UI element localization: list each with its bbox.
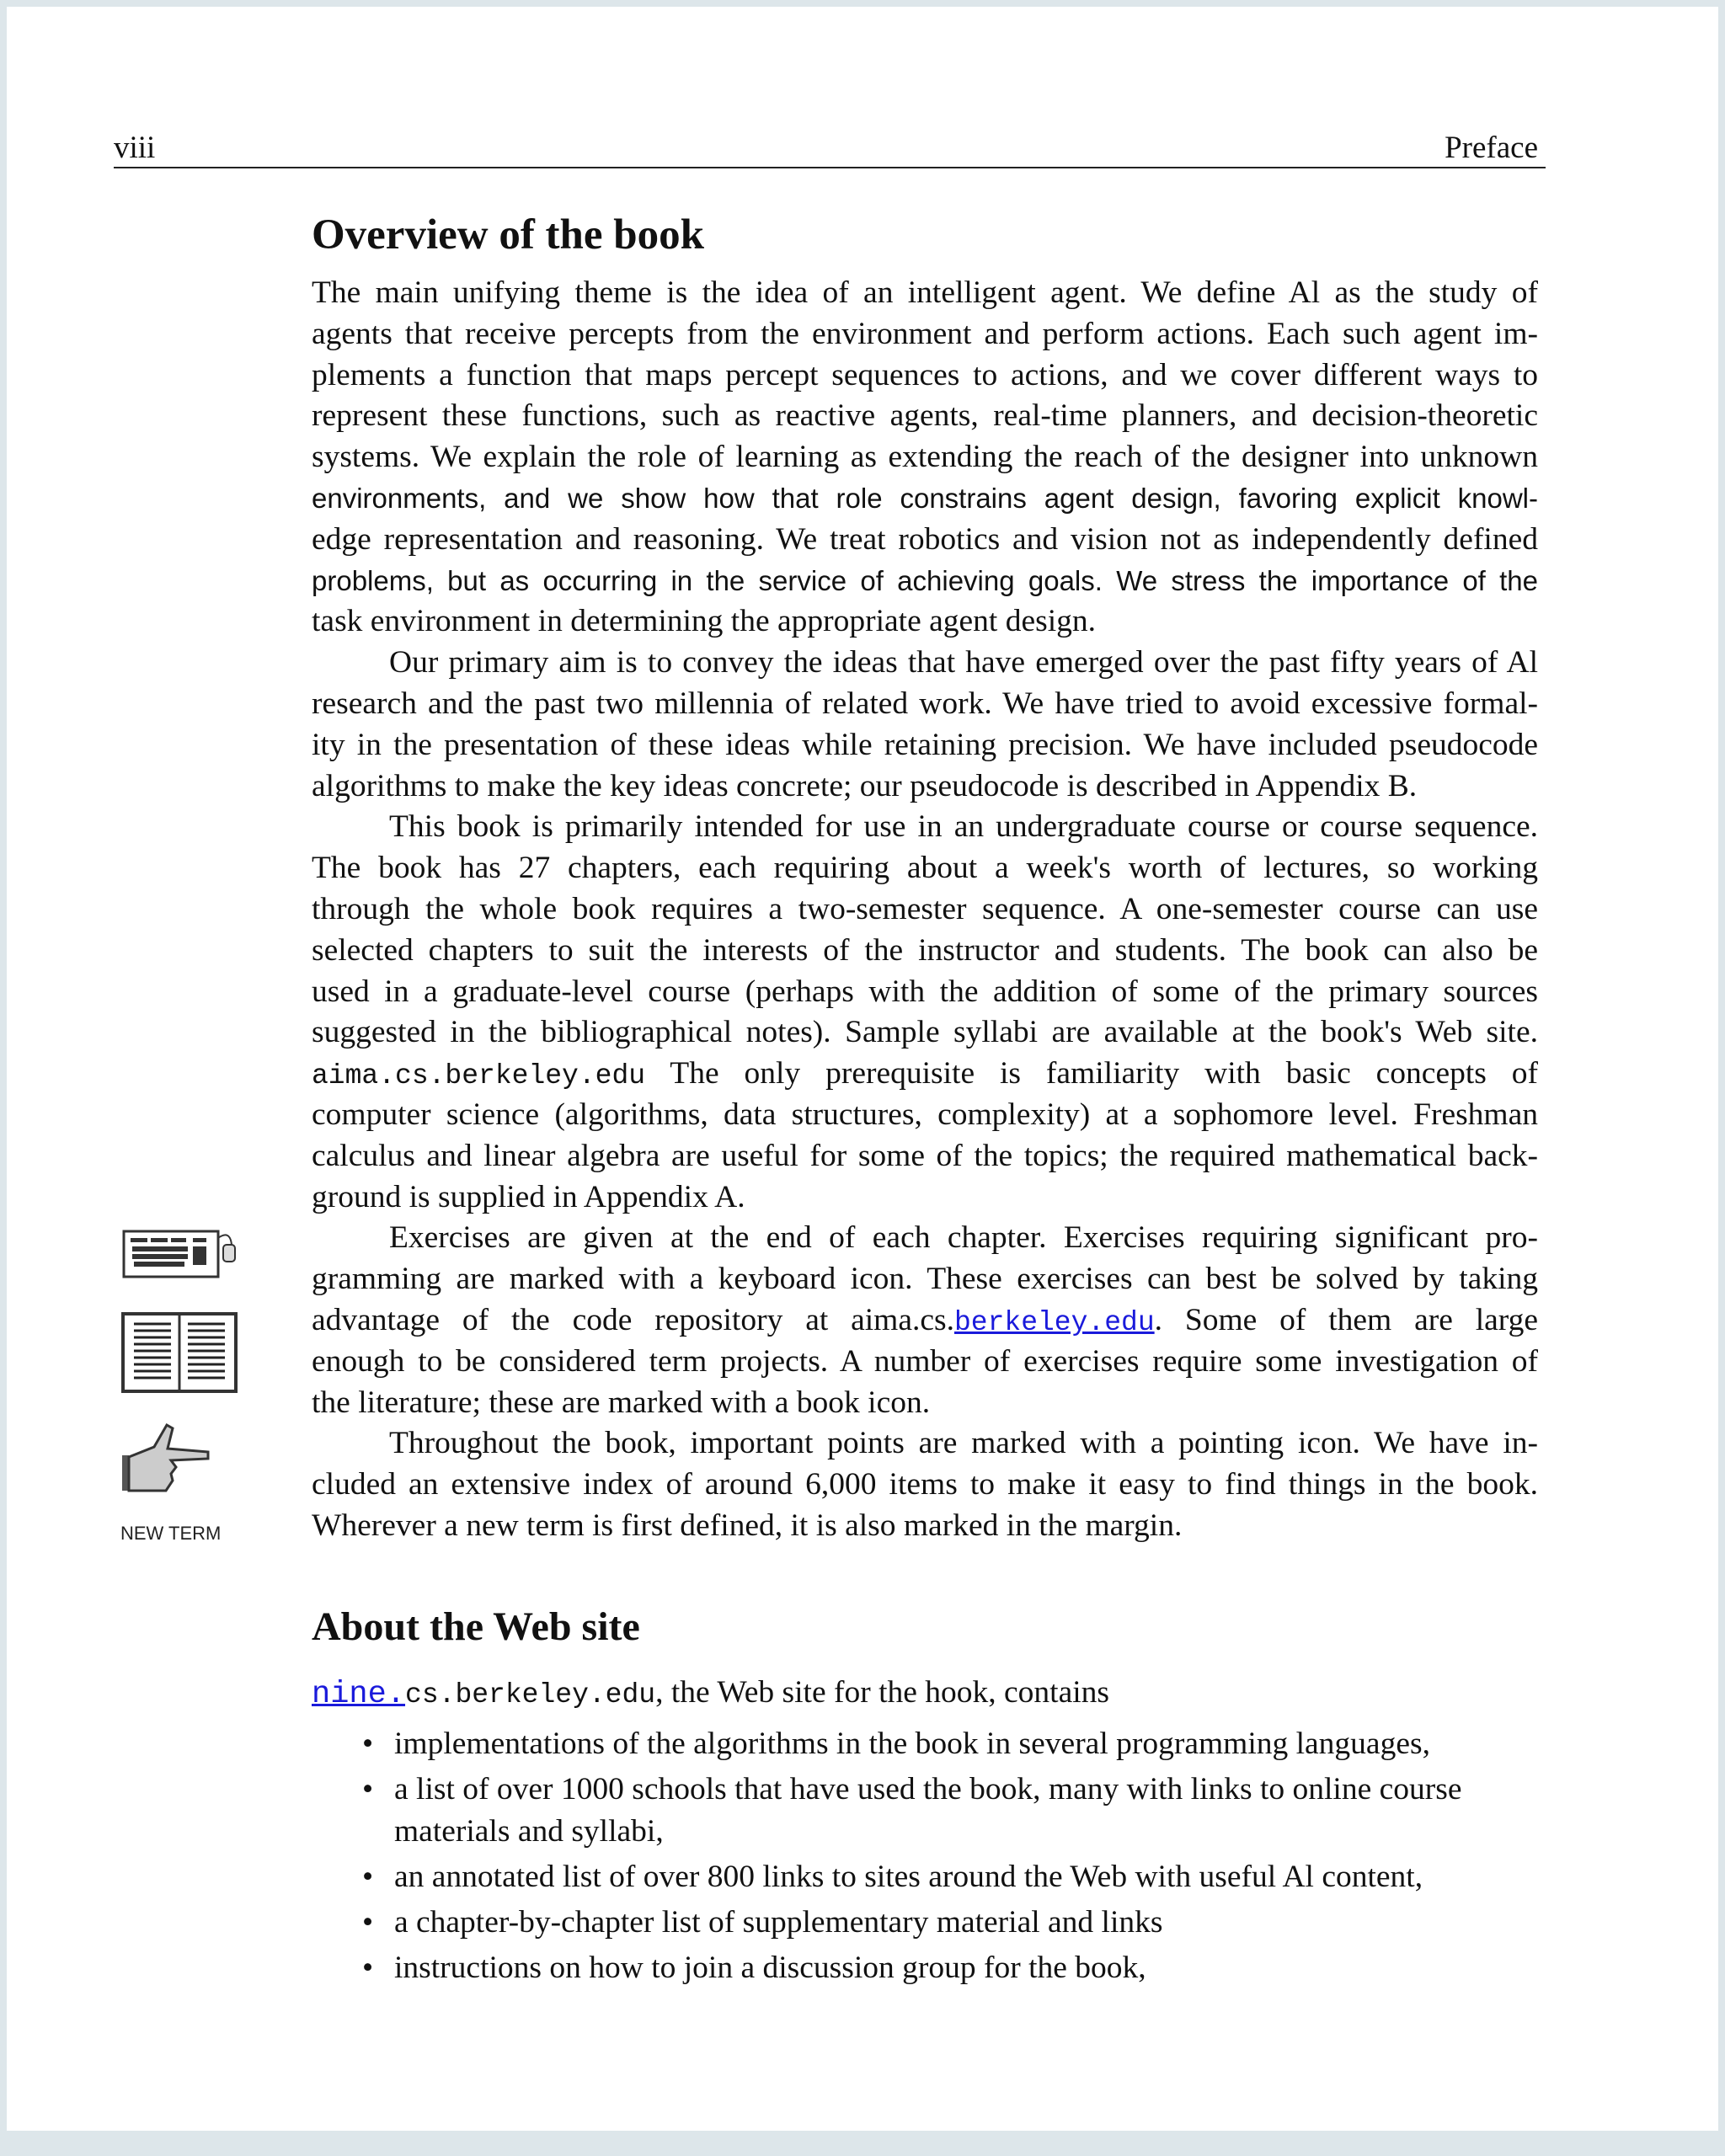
website-bullet-list [312, 1723, 1538, 1993]
text-line [312, 972, 1538, 1013]
text-line [312, 1054, 1538, 1095]
website-link[interactable]: nine. [312, 1677, 406, 1712]
line-text: calculus and linear algebra are useful for some of the topics; the required mathematical back- [312, 1138, 1538, 1173]
text-line [312, 1506, 1538, 1547]
line-text: the literature; these are marked with a book icon. [312, 1385, 931, 1420]
text-line [312, 1465, 1538, 1506]
line-text: represent these functions, such as reactive agents, real-time planners, and decision-theoretic [312, 398, 1538, 434]
inline-url[interactable]: aima.cs.berkeley.edu [312, 1060, 646, 1092]
text-line [312, 437, 1538, 478]
line-text: research and the past two millennia of related work. We have tried to avoid excessive formal- [312, 686, 1538, 721]
line-text: algorithms to make the key ideas concrete; our pseudocode is described in Appendix B. [312, 768, 1418, 803]
line-text: problems, but as occurring in the service of achieving goals. We stress the importance of the [312, 564, 1538, 596]
page-number: viii [114, 131, 156, 165]
line-text: systems. We explain the role of learning as extending the reach of the designer into unknown [312, 440, 1538, 475]
line-text: . Some of them are large [1154, 1302, 1538, 1337]
line-text: The book has 27 chapters, each requiring about a week's worth of lectures, so working [312, 851, 1538, 886]
bullet: • [362, 1905, 374, 1940]
list-item-text: implementations of the algorithms in the book in several programming languages, [394, 1726, 1430, 1761]
list-item [312, 1902, 1538, 1944]
text-line [312, 1300, 1538, 1342]
line-text: selected chapters to suit the interests of the instructor and students. The book can also be [312, 932, 1538, 968]
text-line [312, 1218, 1538, 1259]
text-line [312, 396, 1538, 437]
repository-link[interactable]: berkeley.edu [953, 1306, 1155, 1338]
bullet: • [362, 1772, 374, 1806]
line-text: ity in the presentation of these ideas while retaining precision. We have included pseudocode [312, 727, 1538, 762]
list-item [312, 1947, 1538, 1989]
website-intro-text: , the Web site for the hook, contains [655, 1675, 1109, 1710]
line-text: enough to be considered term projects. A number of exercises require some investigation of [312, 1343, 1538, 1379]
line-text: Our primary aim is to convey the ideas that have emerged over the past fifty years of Al [389, 645, 1538, 680]
line-text: plements a function that maps percept sequences to actions, and we cover different ways to [312, 357, 1538, 392]
text-line [312, 766, 1538, 808]
line-text: The main unifying theme is the idea of an intelligent agent. We define Al as the study of [312, 275, 1538, 310]
overview-body [312, 273, 1538, 1547]
text-line [312, 931, 1538, 972]
keyboard-icon [120, 1226, 238, 1282]
list-item-text: an annotated list of over 800 links to sites around the Web with useful Al content, [394, 1860, 1423, 1894]
list-item-text: a chapter-by-chapter list of supplementary material and links [394, 1905, 1163, 1940]
text-line [312, 848, 1538, 889]
line-text: suggested in the bibliographical notes). Sample syllabi are available at the book's Web site. [312, 1015, 1538, 1050]
text-line [312, 478, 1538, 520]
line-text: The only prerequisite is familiarity with basic concepts of [645, 1056, 1538, 1091]
section-title-website: About the Web site [312, 1604, 640, 1649]
text-line [312, 601, 1538, 643]
running-header: Preface [1445, 131, 1538, 165]
text-line [312, 314, 1538, 355]
text-line [312, 889, 1538, 931]
list-item-text: a list of over 1000 schools that have used the book, many with links to online course materials and syllabi, [394, 1772, 1462, 1849]
list-item [312, 1723, 1538, 1765]
text-line [312, 807, 1538, 848]
line-text: through the whole book requires a two-semester sequence. A one-semester course can use [312, 891, 1538, 926]
text-line [312, 1259, 1538, 1300]
line-text: Wherever a new term is first defined, it is also marked in the margin. [312, 1508, 1183, 1543]
text-line [312, 1177, 1538, 1219]
text-line [312, 1383, 1538, 1424]
bullet: • [362, 1860, 374, 1894]
line-text: ground is supplied in Appendix A. [312, 1179, 745, 1214]
text-line [312, 520, 1538, 561]
text-line [312, 1012, 1538, 1054]
new-term-marker: NEW TERM [120, 1523, 222, 1544]
text-line [312, 725, 1538, 766]
line-text: task environment in determining the appropriate agent design. [312, 604, 1096, 639]
line-text: computer science (algorithms, data structures, complexity) at a sophomore level. Freshman [312, 1097, 1538, 1132]
line-text: gramming are marked with a keyboard icon. These exercises can best be solved by taking [312, 1262, 1538, 1297]
website-url: cs.berkeley.edu [405, 1679, 656, 1710]
bullet: • [362, 1726, 374, 1761]
list-item-text: instructions on how to join a discussion group for the book, [394, 1951, 1146, 1985]
line-text: advantage of the code repository at aima.cs. [312, 1302, 954, 1337]
text-line [312, 1342, 1538, 1383]
page [7, 7, 1718, 2131]
line-text: Exercises are given at the end of each chapter. Exercises requiring significant pro- [389, 1220, 1538, 1256]
line-text: Throughout the book, important points are marked with a pointing icon. We have in- [389, 1426, 1538, 1461]
text-line [312, 1095, 1538, 1136]
line-text: cluded an extensive index of around 6,000 items to make it easy to find things in the book. [312, 1467, 1538, 1502]
text-line [312, 684, 1538, 725]
line-text: edge representation and reasoning. We treat robotics and vision not as independently defined [312, 521, 1538, 557]
line-text: This book is primarily intended for use in an undergraduate course or course sequence. [389, 809, 1538, 845]
text-line [312, 561, 1538, 602]
line-text: used in a graduate-level course (perhaps with the addition of some of the primary sources [312, 974, 1538, 1009]
text-line [312, 355, 1538, 397]
line-text: environments, and we show how that role constrains agent design, favoring explicit knowl- [312, 482, 1538, 514]
list-item [312, 1769, 1538, 1853]
section-title-overview: Overview of the book [312, 211, 705, 259]
website-intro [312, 1673, 1538, 1714]
text-line [312, 1423, 1538, 1465]
text-line [312, 1136, 1538, 1177]
pointing-hand-icon [120, 1422, 213, 1497]
book-icon [120, 1310, 238, 1395]
text-line [312, 273, 1538, 314]
header-rule [114, 167, 1546, 168]
line-text: agents that receive percepts from the environment and perform actions. Each such agent im- [312, 316, 1538, 351]
text-line [312, 643, 1538, 684]
list-item [312, 1856, 1538, 1898]
bullet: • [362, 1951, 374, 1985]
